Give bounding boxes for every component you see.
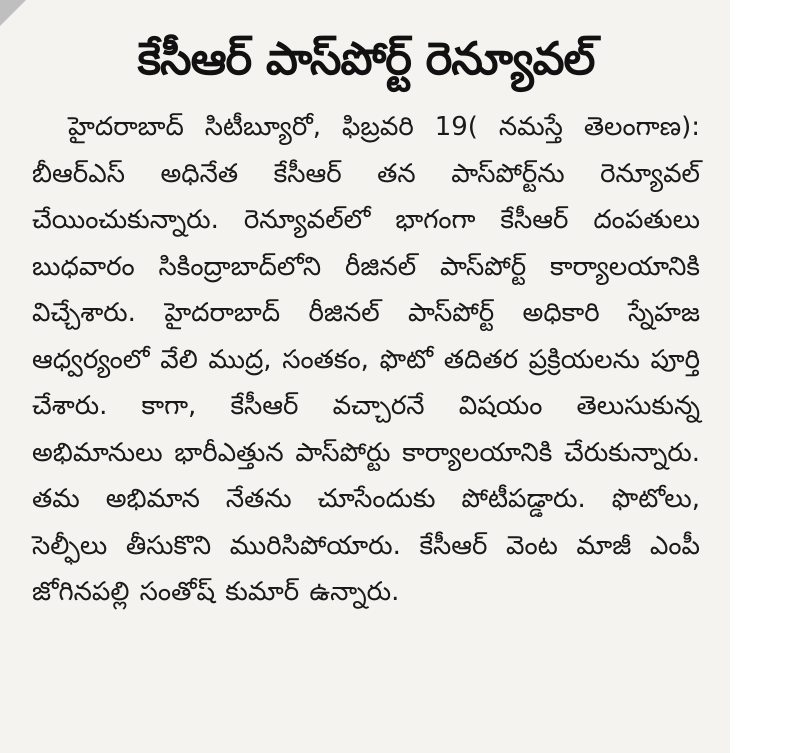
article-dateline: హైదరాబాద్ సిటీబ్యూరో, ఫిబ్రవరి 19( నమస్తే తెలంగాణ): <box>68 112 700 142</box>
article-headline: కేసీఆర్ పాస్‌పోర్ట్ రెన్యూవల్ <box>137 32 595 85</box>
article-body <box>32 104 700 616</box>
page-margin <box>730 0 800 753</box>
article-body-text: బీఆర్‌ఎస్ అధినేత కేసీఆర్ తన పాస్‌పోర్ట్‌ను రెన్యూవల్ చేయించుకున్నారు. రెన్యూవల్‌లో భాగంగా కేసీఆర్ దంపతులు బుధవారం సికింద్రాబాద్‌లోని రీజినల్ పాస్‌పోర్ట్ కార్యాలయానికి విచ్చేశారు. హైదరాబాద్ రీజినల్ పాస్‌పోర్ట్ అధికారి స్నేహజ ఆధ్వర్యంలో వేలి ముద్ర, సంతకం, ఫొటో తదితర ప్రక్రియలను పూర్తి చేశారు. కాగా, కేసీఆర్ వచ్చారనే విషయం తెలుసుకున్న అభిమానులు భారీఎత్తున పాస్‌పోర్టు కార్యాలయానికి చేరుకున్నారు. తమ అభిమాన నేతను చూసేందుకు పోటీపడ్డారు. ఫొటోలు, సెల్ఫీలు తీసుకొని మురిసిపోయారు. కేసీఆర్ వెంట మాజీ ఎంపీ జోగినపల్లి సంతోష్ కుమార్ ఉన్నారు. <box>32 158 700 607</box>
page-corner-fold <box>0 0 26 26</box>
